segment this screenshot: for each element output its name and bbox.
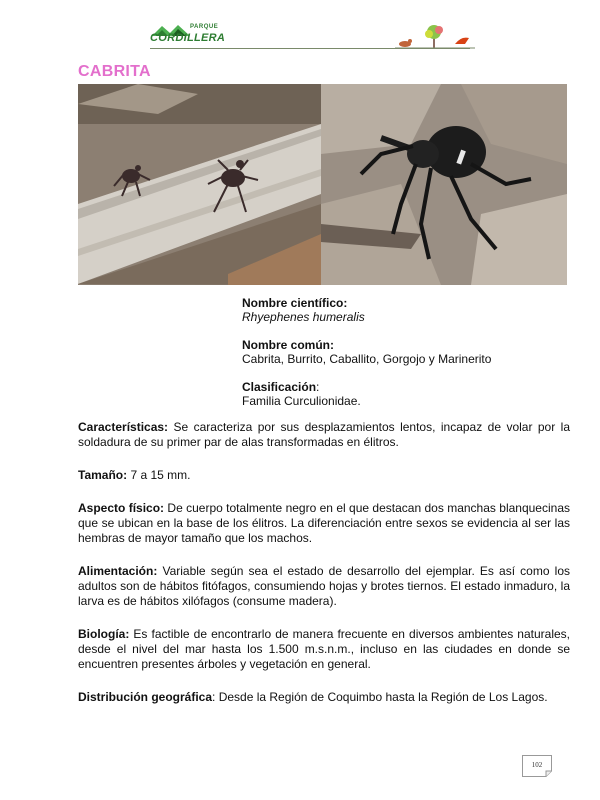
page-number: 102 <box>531 761 543 769</box>
caracteristicas-label: Características: <box>78 420 169 434</box>
biologia-text: Es factible de encontrarlo de manera frecuente en diversos ambientes naturales, desde el nivel del mar hasta los 1.500 m.s.n.m., incluso en las ciudades en donde se encuentren presentes árboles y vegetación en general. <box>78 627 570 671</box>
alimentacion-text: Variable según sea el estado de desarrollo del ejemplar. Es así como los adultos son de hábitos fitófagos, consumiendo hojas y brotes tiernos. El estado inmaduro, la larva es de hábitos xilófagos (consume madera). <box>78 564 570 608</box>
fauna-illustration-icon <box>395 22 475 50</box>
logo-cordillera-text: CORDILLERA <box>150 32 226 44</box>
distribucion-label: Distribución geográfica <box>78 690 213 704</box>
distribucion-paragraph <box>78 690 570 705</box>
caracteristicas-paragraph <box>78 420 570 450</box>
alimentacion-paragraph <box>78 564 570 609</box>
classification-colon: : <box>316 380 320 394</box>
common-name-value: Cabrita, Burrito, Caballito, Gorgojo y Marinerito <box>242 352 492 366</box>
tamano-paragraph <box>78 468 570 483</box>
biologia-label: Biología: <box>78 627 130 641</box>
common-name-label: Nombre común: <box>242 338 335 352</box>
two-weevils-on-branch-photo <box>78 84 321 285</box>
biologia-paragraph <box>78 627 570 672</box>
description-body <box>78 420 570 723</box>
aspecto-paragraph <box>78 501 570 546</box>
aspecto-text: De cuerpo totalmente negro en el que destacan dos manchas blanquecinas que se ubican en la base de los élitros. La diferenciación entre sexos se evidencia al ser las hembras de mayor tamaño que los machos. <box>78 501 570 545</box>
tamano-label: Tamaño: <box>78 468 128 482</box>
scientific-name-label: Nombre científico: <box>242 296 348 310</box>
page-title: CABRITA <box>78 63 151 80</box>
classification-label: Clasificación <box>242 380 317 394</box>
tamano-text: 7 a 15 mm. <box>127 468 191 482</box>
weevil-closeup-on-leaves-photo <box>321 84 567 285</box>
species-meta <box>242 296 491 422</box>
classification-value: Familia Curculionidae. <box>242 394 361 408</box>
logo-parque-text: PARQUE <box>190 24 219 30</box>
caracteristicas-text: Se caracteriza por sus desplazamientos lentos, incapaz de volar por la soldadura de su primer par de alas transformadas en élitros. <box>78 420 570 449</box>
alimentacion-label: Alimentación: <box>78 564 158 578</box>
scientific-name-value: Rhyephenes humeralis <box>242 310 365 324</box>
page-number-box <box>522 755 552 777</box>
distribucion-text: : Desde la Región de Coquimbo hasta la Región de Los Lagos. <box>212 690 548 704</box>
aspecto-label: Aspecto físico: <box>78 501 165 515</box>
